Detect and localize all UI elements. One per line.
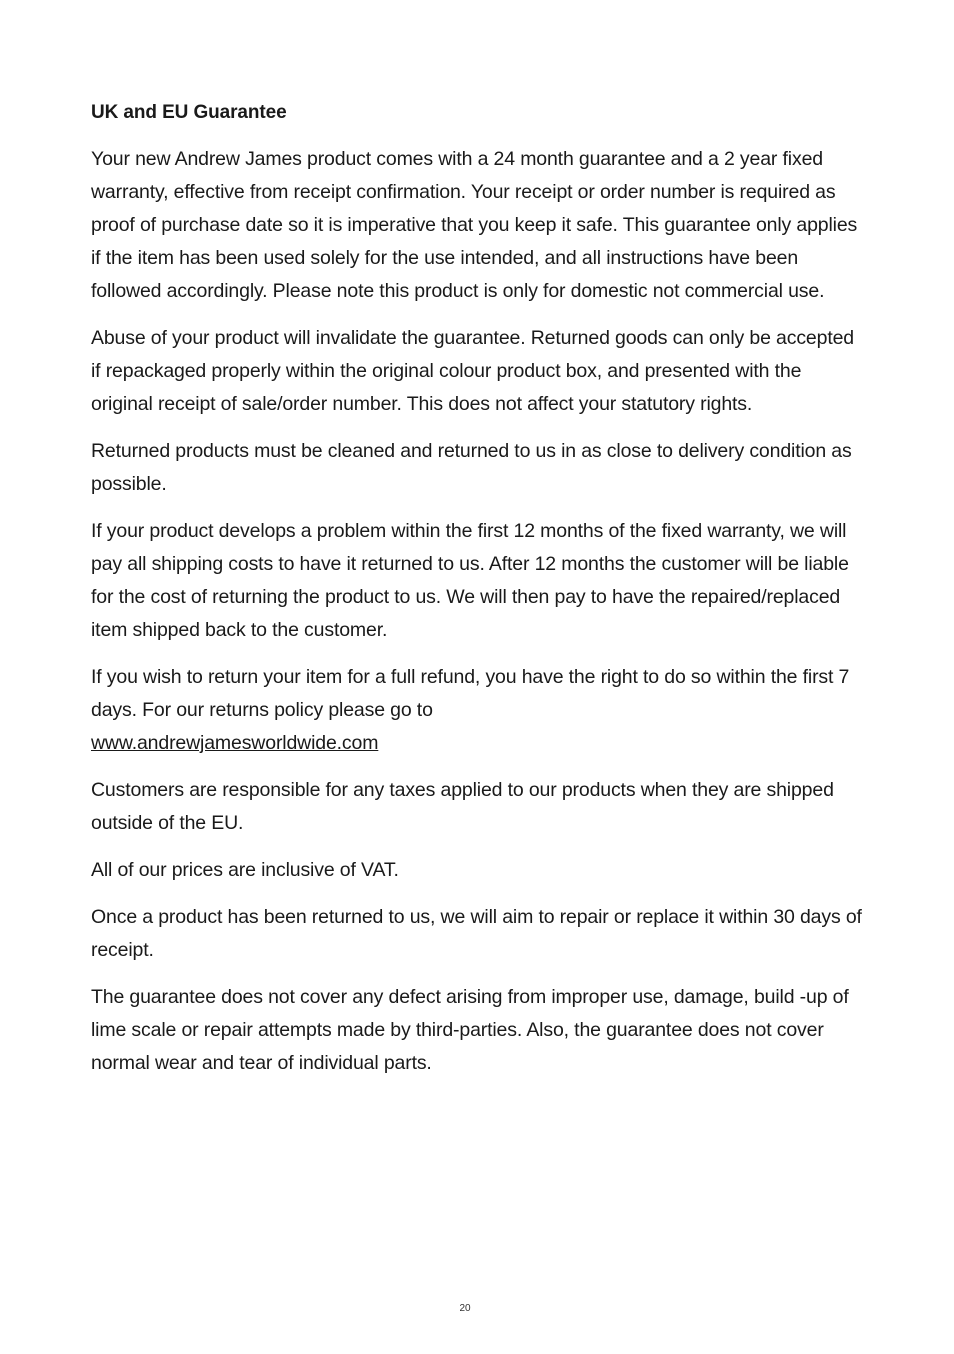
abuse-paragraph: Abuse of your product will invalidate the guarantee. Returned goods can only be accepted if repackaged properly within the original colour product box, and presented with the original receipt of sale/order number. This does not affect your statutory rights. (91, 327, 854, 415)
shipping-costs-paragraph: If your product develops a problem within the first 12 months of the fixed warranty, we will pay all shipping costs to have it returned to us. After 12 months the customer will be liable for the cost of returning the product to us. We will then pay to have the repaired/replaced item shipped back to the customer. (91, 520, 849, 641)
section-heading: UK and EU Guarantee (91, 102, 287, 123)
taxes-paragraph: Customers are responsible for any taxes applied to our products when they are shipped outside of the EU. (91, 779, 834, 834)
website-link[interactable]: www.andrewjamesworldwide.com (91, 732, 379, 754)
guarantee-section (91, 96, 866, 1094)
page-number: 20 (459, 1303, 471, 1314)
exclusions-paragraph: The guarantee does not cover any defect arising from improper use, damage, build -up of lime scale or repair attempts made by third-parties. Also, the guarantee does not cover normal wear and tear of individual parts. (91, 986, 849, 1074)
refund-text: If you wish to return your item for a full refund, you have the right to do so within the first 7 days. For our returns policy please go to (91, 666, 850, 721)
refund-paragraph (91, 661, 866, 760)
returned-products-paragraph: Returned products must be cleaned and returned to us in as close to delivery condition as possible. (91, 440, 852, 495)
repair-paragraph: Once a product has been returned to us, we will aim to repair or replace it within 30 days of receipt. (91, 906, 862, 961)
vat-paragraph: All of our prices are inclusive of VAT. (91, 859, 399, 881)
guarantee-paragraph: Your new Andrew James product comes with a 24 month guarantee and a 2 year fixed warranty, effective from receipt confirmation. Your receipt or order number is required as proof of purchase date so it is imperative that you keep it safe. This guarantee only applies if the item has been used solely for the use intended, and all instructions have been followed accordingly. Please note this product is only for domestic not commercial use. (91, 148, 858, 302)
